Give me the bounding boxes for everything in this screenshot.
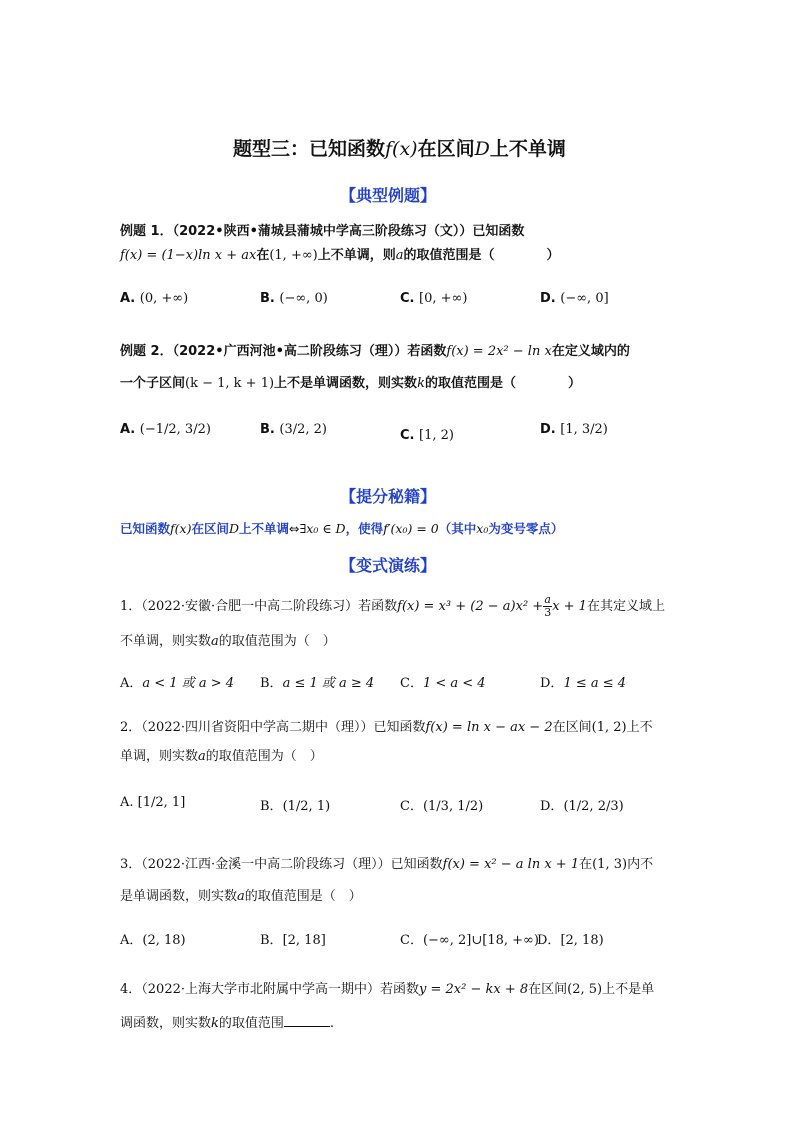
q3-option-b[interactable]: B．[2, 18] xyxy=(260,933,326,948)
example2-option-b[interactable]: B. (3/2, 2) xyxy=(260,422,327,437)
q2-option-c[interactable]: C．(1/3, 1/2) xyxy=(400,799,484,814)
q4-line2: 调函数，则实数k的取值范围 . xyxy=(120,1016,335,1031)
example2-formula: f(x) = 2x² − ln x xyxy=(446,344,552,359)
q3-option-c[interactable]: C．(−∞, 2]∪[18, +∞) xyxy=(400,933,539,948)
q1-option-d[interactable]: D．1 ≤ a ≤ 4 xyxy=(540,676,627,691)
section-typical-examples: 【典型例题】 xyxy=(340,186,437,205)
q1-option-c[interactable]: C．1 < a < 4 xyxy=(400,676,486,691)
q1-option-a[interactable]: A．a < 1 或 a > 4 xyxy=(120,676,235,691)
q2-option-b[interactable]: B．(1/2, 1) xyxy=(260,799,331,814)
q3-line2: 是单调函数，则实数a的取值范围是（ ） xyxy=(120,889,362,904)
section-practice: 【变式演练】 xyxy=(340,556,437,575)
example1-option-d[interactable]: D. (−∞, 0] xyxy=(540,291,609,306)
example1-body: f(x) = (1−x)ln x + ax在(1, +∞)上不单调，则a的取值范围是（ ） xyxy=(120,248,560,263)
q4-answer-blank[interactable] xyxy=(284,1016,330,1027)
q4-line1: 4．（2022·上海大学市北附属中学高一期中）若函数y = 2x² − kx + 8在区间(2, 5)上不是单 xyxy=(120,982,655,997)
page-title: 题型三：已知函数f(x)在区间D上不单调 xyxy=(233,138,566,160)
q2-line2: 单调，则实数a的取值范围为（ ） xyxy=(120,749,323,764)
tip-line: 已知函数f(x)在区间D上不单调⇔∃x₀ ∈ D，使得f′(x₀) = 0（其中x₀为变号零点） xyxy=(120,521,564,536)
example2-option-a[interactable]: A. (−1/2, 3/2) xyxy=(120,422,211,437)
q2-option-a[interactable]: A. [1/2, 1] xyxy=(120,795,186,810)
example2-header: 例题 2．（2022•广西河池•高二阶段练习（理））若函数f(x) = 2x² − ln x在定义域内的 xyxy=(120,344,630,359)
example1-header: 例题 1．（2022•陕西•蒲城县蒲城中学高三阶段练习（文））已知函数 xyxy=(120,224,525,239)
q1-line2: 不单调，则实数a的取值范围为（ ） xyxy=(120,634,336,649)
q2-line1: 2．（2022·四川省资阳中学高二期中（理））已知函数f(x) = ln x − ax − 2在区间(1, 2)上不 xyxy=(120,720,653,735)
example1-option-c[interactable]: C. [0, +∞) xyxy=(400,291,468,306)
example2-option-c[interactable]: C. [1, 2) xyxy=(400,428,454,443)
q1-line1: 1．（2022·安徽·合肥一中高二阶段练习）若函数f(x) = x³ + (2 − a)x² + $\frac{a}{3}$ x + 1在其定义域上 xyxy=(120,593,665,619)
q2-option-d[interactable]: D．(1/2, 2/3) xyxy=(540,799,624,814)
q1-option-b[interactable]: B．a ≤ 1 或 a ≥ 4 xyxy=(260,676,375,691)
q3-option-d[interactable]: D．[2, 18) xyxy=(537,933,604,948)
section-tips: 【提分秘籍】 xyxy=(340,487,437,506)
example2-option-d[interactable]: D. [1, 3/2) xyxy=(540,422,608,437)
example1-option-b[interactable]: B. (−∞, 0) xyxy=(260,291,328,306)
q3-line1: 3．（2022·江西·金溪一中高二阶段练习（理））已知函数f(x) = x² − a ln x + 1在(1, 3)内不 xyxy=(120,857,654,872)
example1-option-a[interactable]: A. (0, +∞) xyxy=(120,291,189,306)
example1-formula: f(x) = (1−x)ln x + ax xyxy=(120,248,257,263)
example2-body: 一个子区间(k − 1, k + 1)上不是单调函数，则实数k的取值范围是（ ） xyxy=(120,376,581,391)
q3-option-a[interactable]: A．(2, 18) xyxy=(120,933,186,948)
q1-fraction: $\frac{a}{3}$ xyxy=(544,593,552,619)
